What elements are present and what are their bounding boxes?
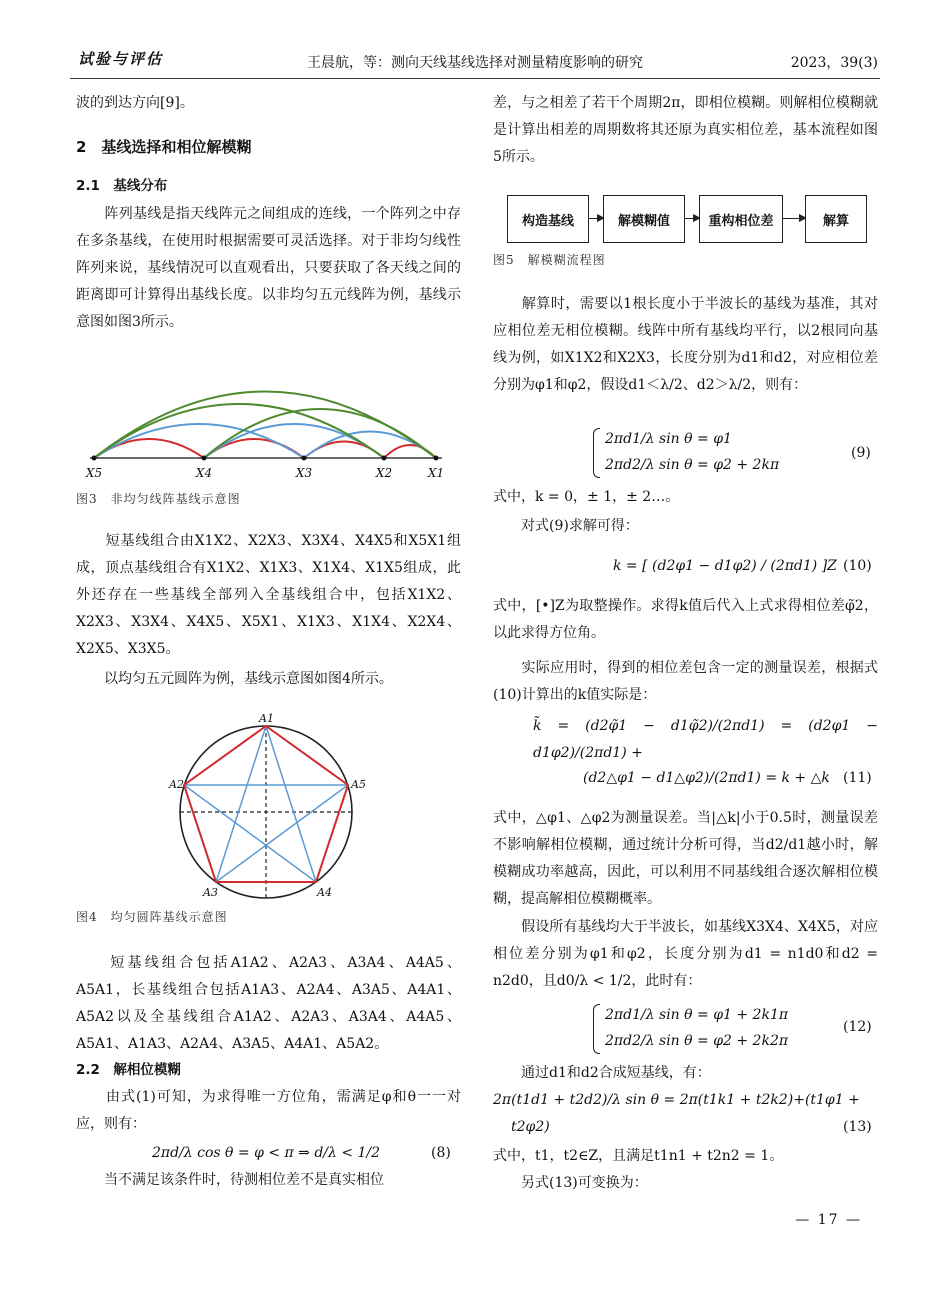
element-label: A4 — [317, 886, 332, 899]
equation-number: (13) — [843, 1119, 872, 1135]
paragraph: 假设所有基线均大于半波长，如基线X3X4、X4X5，对应相位差分别为φ1和φ2，长度分别为d1 = n1d0和d2 = n2d0，且d0/λ < 1/2，此时有： — [493, 919, 878, 989]
flow-arrow — [783, 218, 805, 219]
element-label: X2 — [375, 466, 393, 480]
flow-box-deambiguate: 解模糊值 — [603, 195, 685, 243]
paragraph: 另式(13)可变换为： — [493, 1175, 648, 1191]
running-title: 王晨航，等：测向天线基线选择对测量精度影响的研究 — [307, 55, 643, 71]
flow-arrow — [685, 218, 699, 219]
flow-box-reconstruct: 重构相位差 — [699, 195, 783, 243]
element-label: X1 — [427, 466, 445, 480]
baseline-arc — [94, 424, 304, 458]
equation-9b: 2πd2/λ sin θ = φ2 + 2kπ — [605, 457, 780, 473]
paragraph: 由式(1)可知，为求得唯一方位角，需满足φ和θ一一对应，则有： — [76, 1089, 461, 1132]
equation-11b: (d2△φ1 − d1△φ2)/(2πd1) = k + △k — [583, 770, 830, 786]
equation-8: 2πd/λ cos θ = φ < π ⇒ d/λ < 1/2 — [152, 1145, 381, 1161]
element-label: A3 — [203, 886, 218, 899]
array-element — [202, 456, 207, 461]
paragraph: 短基线组合由X1X2、X2X3、X3X4、X4X5和X5X1组成，顶点基线组合有X1X2、X1X3、X1X4、X1X5组成，此外还存在一些基线全部列入全基线组合中，包括X1X2、X2X3、X3X4、X4X5、X5X1、X1X3、X1X4、X2X4、X2X5、X3X5。 — [76, 533, 461, 657]
page-number: — 17 — — [795, 1212, 862, 1228]
paragraph: 实际应用时，得到的相位差包含一定的测量误差，根据式(10)计算出的k值实际是： — [493, 660, 878, 703]
flow-box-solve: 解算 — [805, 195, 867, 243]
figure-caption: 图5 解模糊流程图 — [493, 253, 606, 267]
equation-number: (12) — [843, 1019, 872, 1035]
section-heading: 2 基线选择和相位解模糊 — [76, 138, 252, 156]
baseline-arc — [94, 404, 384, 458]
paragraph: 式中，[•]Z为取整操作。求得k值后代入上式求得相位差φ̃2，以此求得方位角。 — [493, 598, 878, 641]
figure-caption: 图4 均匀圆阵基线示意图 — [76, 910, 228, 924]
equation-13a: 2π(t1d1 + t2d2)/λ sin θ = 2π(t1k1 + t2k2)+(t1φ1 + — [493, 1092, 860, 1108]
subsection-heading: 2.1 基线分布 — [76, 178, 168, 194]
subsection-heading: 2.2 解相位模糊 — [76, 1062, 181, 1078]
figure-4-circular-array — [171, 712, 366, 902]
array-element — [302, 456, 307, 461]
paragraph: 阵列基线是指天线阵元之间组成的连线，一个阵列之中存在多条基线，在使用时根据需要可灵活选择。对于非均匀线性阵列来说，基线情况可以直观看出，只要获取了各天线之间的距离即可计算得出基线长度。以非均匀五元线阵为例，基线示意图如图3所示。 — [76, 206, 461, 330]
equation-number: (10) — [843, 558, 872, 574]
paragraph: 式中，t1，t2∈Z，且满足t1n1 + t2n2 = 1。 — [493, 1148, 784, 1164]
baseline-arc — [94, 392, 436, 459]
equation-11a: k̃ = (d2φ̃1 − d1φ̃2)/(2πd1) = (d2φ1 − d1φ2)/(2πd1) + — [533, 718, 878, 761]
element-label: X3 — [295, 466, 313, 480]
journal-name: 试验与评估 — [78, 50, 164, 68]
header-rule — [70, 78, 880, 79]
flow-box-construct: 构造基线 — [507, 195, 589, 243]
equation-number: (11) — [843, 770, 872, 786]
array-element — [434, 456, 439, 461]
paragraph: 当不满足该条件时，待测相位差不是真实相位 — [76, 1172, 384, 1188]
paragraph: 波的到达方向[9]。 — [76, 95, 194, 111]
paragraph: 短基线组合包括A1A2、A2A3、A3A4、A4A5、A5A1，长基线组合包括A1A3、A2A4、A3A5、A4A1、A5A2以及全基线组合A1A2、A2A3、A3A4、A4A5、A5A1、A1A3、A2A4、A3A5、A4A1、A5A2。 — [76, 955, 461, 1052]
issue-number: 2023，39(3) — [790, 55, 878, 71]
element-label: A5 — [351, 778, 366, 791]
equation-13b: t2φ2) — [511, 1119, 550, 1135]
figure-caption: 图3 非均匀线阵基线示意图 — [76, 492, 241, 506]
equation-9a: 2πd1/λ sin θ = φ1 — [605, 431, 732, 447]
baseline-arc — [304, 432, 436, 459]
paragraph: 对式(9)求解可得： — [493, 518, 639, 534]
paragraph: 差，与之相差了若干个周期2π，即相位模糊。则解相位模糊就是计算出相差的周期数将其还原为真实相位差，基本流程如图5所示。 — [493, 95, 878, 165]
element-label: X4 — [195, 466, 213, 480]
paragraph: 以均匀五元圆阵为例，基线示意图如图4所示。 — [76, 671, 393, 687]
element-label: X5 — [85, 466, 103, 480]
paragraph: 解算时，需要以1根长度小于半波长的基线为基准，其对应相位差无相位模糊。线阵中所有基线均平行，以2根同向基线为例，如X1X2和X2X3，长度分别为d1和d2，对应相位差分别为φ1和φ2，假设d1＜λ/2、d2＞λ/2，则有： — [493, 296, 878, 393]
equation-10: k = [ (d2φ1 − d1φ2) / (2πd1) ]Z — [613, 558, 837, 574]
paragraph: 式中，k = 0，± 1，± 2…。 — [493, 489, 680, 505]
paragraph: 式中，△φ1、△φ2为测量误差。当|△k|小于0.5时，测量误差不影响解相位模糊，通过统计分析可得，当d2/d1越小时，解模糊成功率越高，因此，可以利用不同基线组合逐次解相位模糊，提高解相位模糊概率。 — [493, 810, 878, 907]
equation-number: (9) — [851, 445, 871, 461]
figure-3-linear-array — [76, 380, 461, 490]
equation-12a: 2πd1/λ sin θ = φ1 + 2k1π — [605, 1007, 789, 1023]
paragraph: 通过d1和d2合成短基线，有： — [493, 1065, 711, 1081]
brace — [593, 1004, 600, 1054]
equation-number: (8) — [431, 1145, 451, 1161]
element-label: A2 — [169, 778, 184, 791]
equation-12b: 2πd2/λ sin θ = φ2 + 2k2π — [605, 1033, 789, 1049]
array-element — [382, 456, 387, 461]
brace — [593, 428, 600, 478]
array-element — [92, 456, 97, 461]
flow-arrow — [589, 218, 603, 219]
element-label: A1 — [259, 712, 274, 725]
